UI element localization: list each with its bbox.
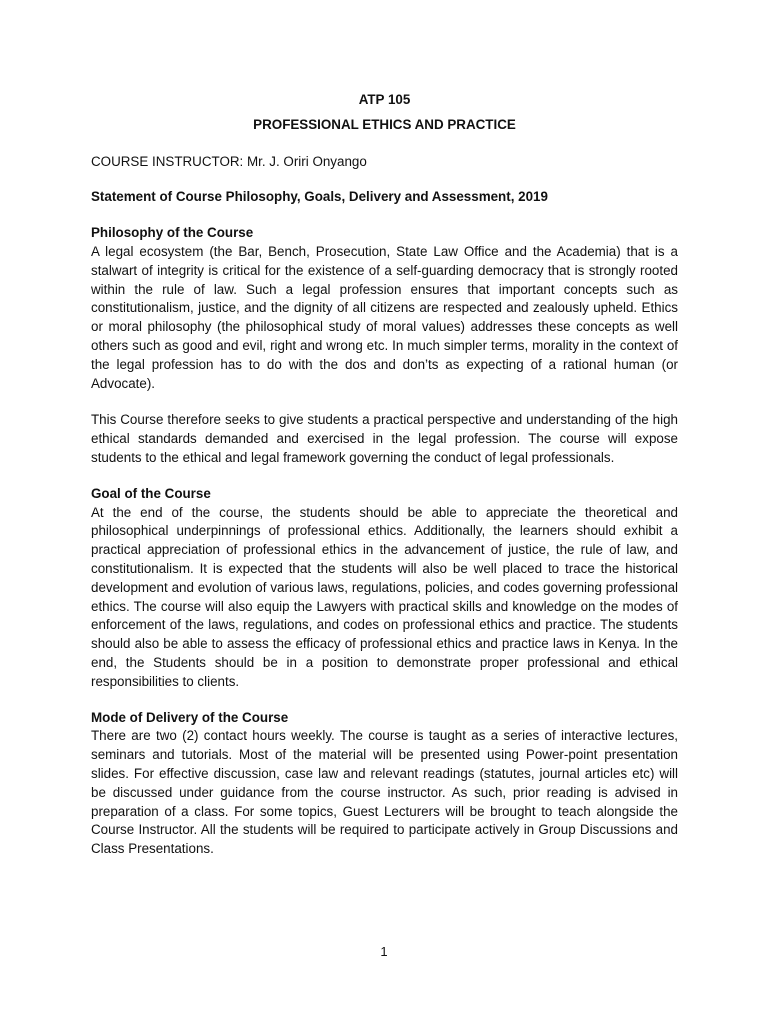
document-page [91, 91, 678, 859]
section-heading-delivery: Mode of Delivery of the Course [91, 709, 289, 725]
delivery-paragraph-1: There are two (2) contact hours weekly. The course is taught as a series of interactive lectures, seminars and tutorials. Most of the material will be presented using Power-point presentation slides. For effective discussion, case law and relevant readings (statutes, journal articles etc) will be discussed under guidance from the course instructor. As such, prior reading is advised in preparation of a class. For some topics, Guest Lecturers will be brought to teach alongside the Course Instructor. All the students will be required to participate actively in Group Discussions and Class Presentations. [91, 728, 678, 857]
section-delivery [91, 709, 678, 859]
philosophy-paragraph-1: A legal ecosystem (the Bar, Bench, Prosecution, State Law Office and the Academia) that is a stalwart of integrity is critical for the existence of a self-guarding democracy that is strongly rooted within the rule of law. Such a legal profession ensures that important concepts such as constitutionalism, justice, and the dignity of all citizens are respected and zealously upheld. Ethics or moral philosophy (the philosophical study of moral values) addresses these concepts as well others such as good and evil, right and wrong etc. In much simpler terms, morality in the context of the legal profession has to do with the dos and don’ts as expecting of a rational human (or Advocate). [91, 243, 678, 391]
course-code: ATP 105 [358, 92, 411, 107]
page-number: 1 [380, 944, 388, 959]
course-instructor: COURSE INSTRUCTOR: Mr. J. Oriri Onyango [91, 153, 367, 169]
section-philosophy [91, 224, 678, 468]
section-heading-goal: Goal of the Course [91, 485, 211, 501]
statement-heading: Statement of Course Philosophy, Goals, Delivery and Assessment, 2019 [91, 189, 548, 205]
section-goal [91, 485, 678, 692]
goal-paragraph-1: At the end of the course, the students should be able to appreciate the theoretical and philosophical underpinnings of professional ethics. Additionally, the learners should exhibit a practical appreciation of professional ethics in the advancement of justice, the rule of law, and constitutionalism. It is expected that the students will also be well placed to trace the historical development and evolution of various laws, regulations, policies, and codes governing professional ethics. The course will also equip the Lawyers with practical skills and knowledge on the modes of enforcement of the laws, regulations, and codes on professional ethics and practice. The students should also be able to assess the efficacy of professional ethics and practice laws in Kenya. In the end, the Students should be in a position to demonstrate proper professional and ethical responsibilities to clients. [91, 504, 678, 689]
section-heading-philosophy: Philosophy of the Course [91, 225, 254, 241]
philosophy-paragraph-2: This Course therefore seeks to give students a practical perspective and understanding of the high ethical standards demanded and exercised in the legal profession. The course will expose students to the ethical and legal framework governing the conduct of legal professionals. [91, 412, 678, 465]
course-title: PROFESSIONAL ETHICS AND PRACTICE [253, 116, 516, 132]
